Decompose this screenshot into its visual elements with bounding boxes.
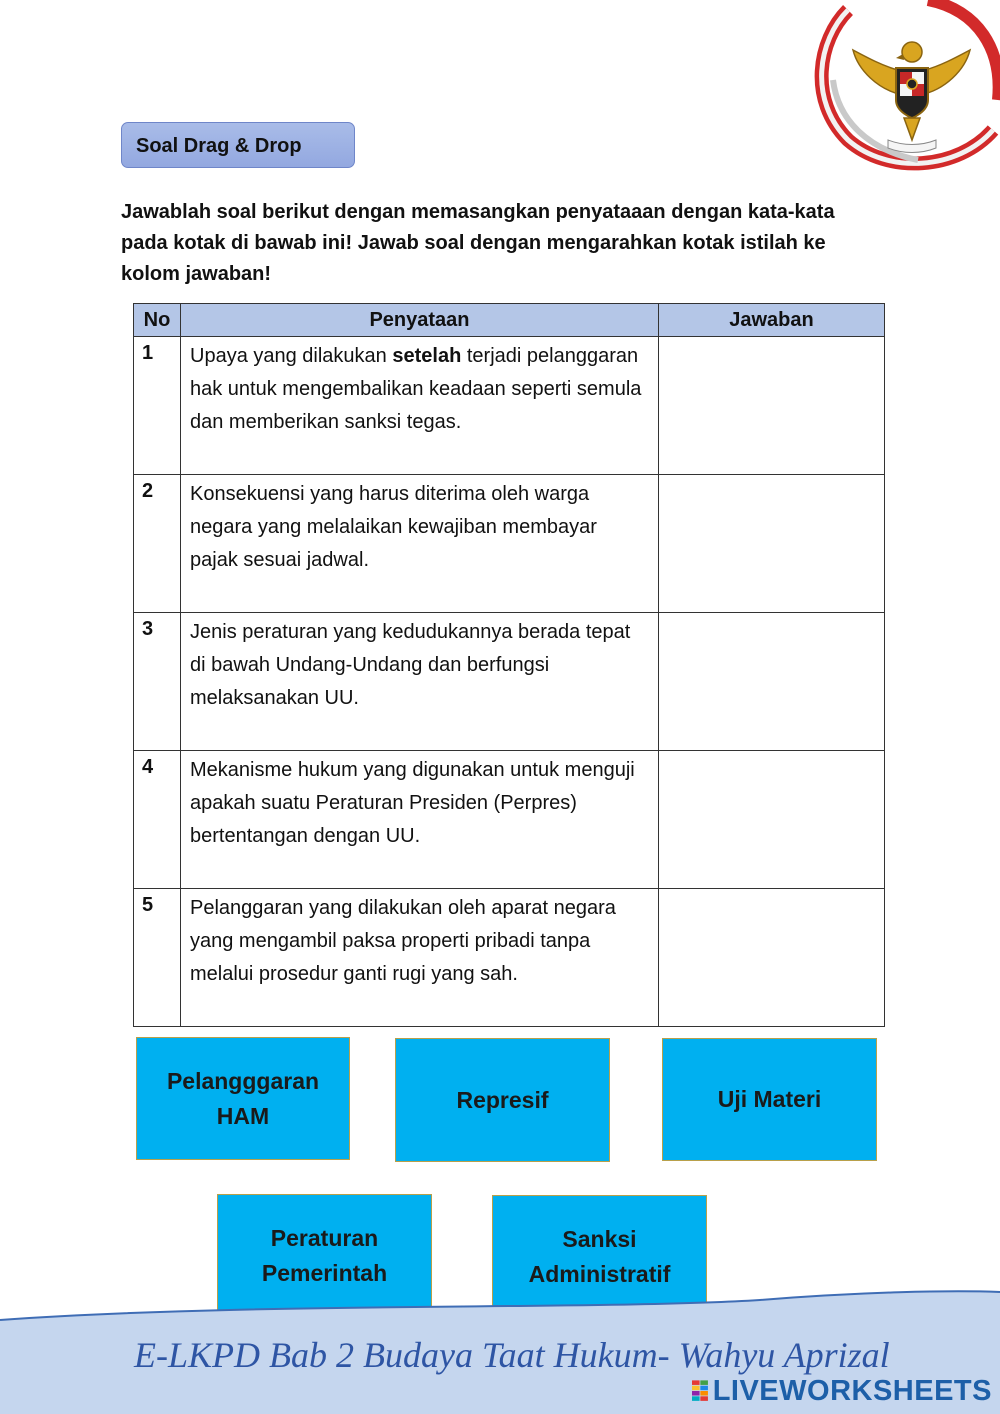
table-row — [134, 889, 885, 1027]
liveworksheets-text: LIVEWORKSHEETS — [712, 1374, 992, 1407]
table-row — [134, 751, 885, 889]
table-header-row — [134, 304, 885, 337]
table-row — [134, 475, 885, 613]
option-label-line: Sanksi — [562, 1226, 637, 1252]
column-header-statement: Penyataan — [181, 304, 659, 337]
option-label-line: Pelangggaran — [166, 1067, 320, 1094]
table-row — [134, 337, 885, 475]
emphasis-text: setelah — [392, 345, 462, 367]
option-label-line: Pemerintah — [261, 1260, 388, 1286]
option-uji-materi[interactable] — [662, 1038, 877, 1161]
answer-drop-zone[interactable] — [659, 889, 885, 1027]
section-label: Soal Drag & Drop — [121, 122, 355, 168]
column-header-no: No — [134, 304, 181, 337]
row-statement: Jenis peraturan yang kedudukannya berada tepat di bawah Undang-Undang dan berfungsi melaksanakan UU. — [181, 613, 659, 751]
question-table — [133, 303, 885, 1027]
footer-title: E-LKPD Bab 2 Budaya Taat Hukum- Wahyu Aprizal — [134, 1335, 890, 1375]
instruction-text: Jawablah soal berikut dengan memasangkan penyataaan dengan kata-kata pada kotak di bawab ini! Jawab soal dengan mengarahkan kotak istilah ke kolom jawaban! — [121, 201, 835, 285]
option-represif[interactable] — [395, 1038, 610, 1162]
row-statement: Konsekuensi yang harus diterima oleh warga negara yang melalaikan kewajiban membayar pajak sesuai jadwal. — [181, 475, 659, 613]
table-row — [134, 613, 885, 751]
row-statement: Mekanisme hukum yang digunakan untuk menguji apakah suatu Peraturan Presiden (Perpres) bertentangan dengan UU. — [181, 751, 659, 889]
row-number: 5 — [134, 889, 181, 1027]
row-number: 4 — [134, 751, 181, 889]
answer-drop-zone[interactable] — [659, 613, 885, 751]
option-pelanggaran-ham[interactable] — [136, 1037, 350, 1160]
liveworksheets-logo — [692, 1374, 992, 1408]
garuda-emblem-icon — [808, 0, 1000, 176]
row-statement: Upaya yang dilakukan setelah terjadi pelanggaran hak untuk mengembalikan keadaan seperti semula dan memberikan sanksi tegas. — [181, 337, 659, 475]
column-header-answer: Jawaban — [659, 304, 885, 337]
liveworksheets-icon — [692, 1377, 709, 1405]
row-statement: Pelanggaran yang dilakukan oleh aparat negara yang mengambil paksa properti pribadi tanpa melalui prosedur ganti rugi yang sah. — [181, 889, 659, 1027]
row-number: 1 — [134, 337, 181, 475]
option-label: Represif — [456, 1086, 549, 1113]
option-label-line: HAM — [216, 1102, 270, 1129]
answer-drop-zone[interactable] — [659, 337, 885, 475]
answer-drop-zone[interactable] — [659, 751, 885, 889]
option-label-line: Administratif — [528, 1261, 671, 1287]
row-number: 3 — [134, 613, 181, 751]
option-label-line: Peraturan — [270, 1225, 379, 1251]
answer-drop-zone[interactable] — [659, 475, 885, 613]
row-number: 2 — [134, 475, 181, 613]
option-label: Uji Materi — [717, 1086, 822, 1112]
